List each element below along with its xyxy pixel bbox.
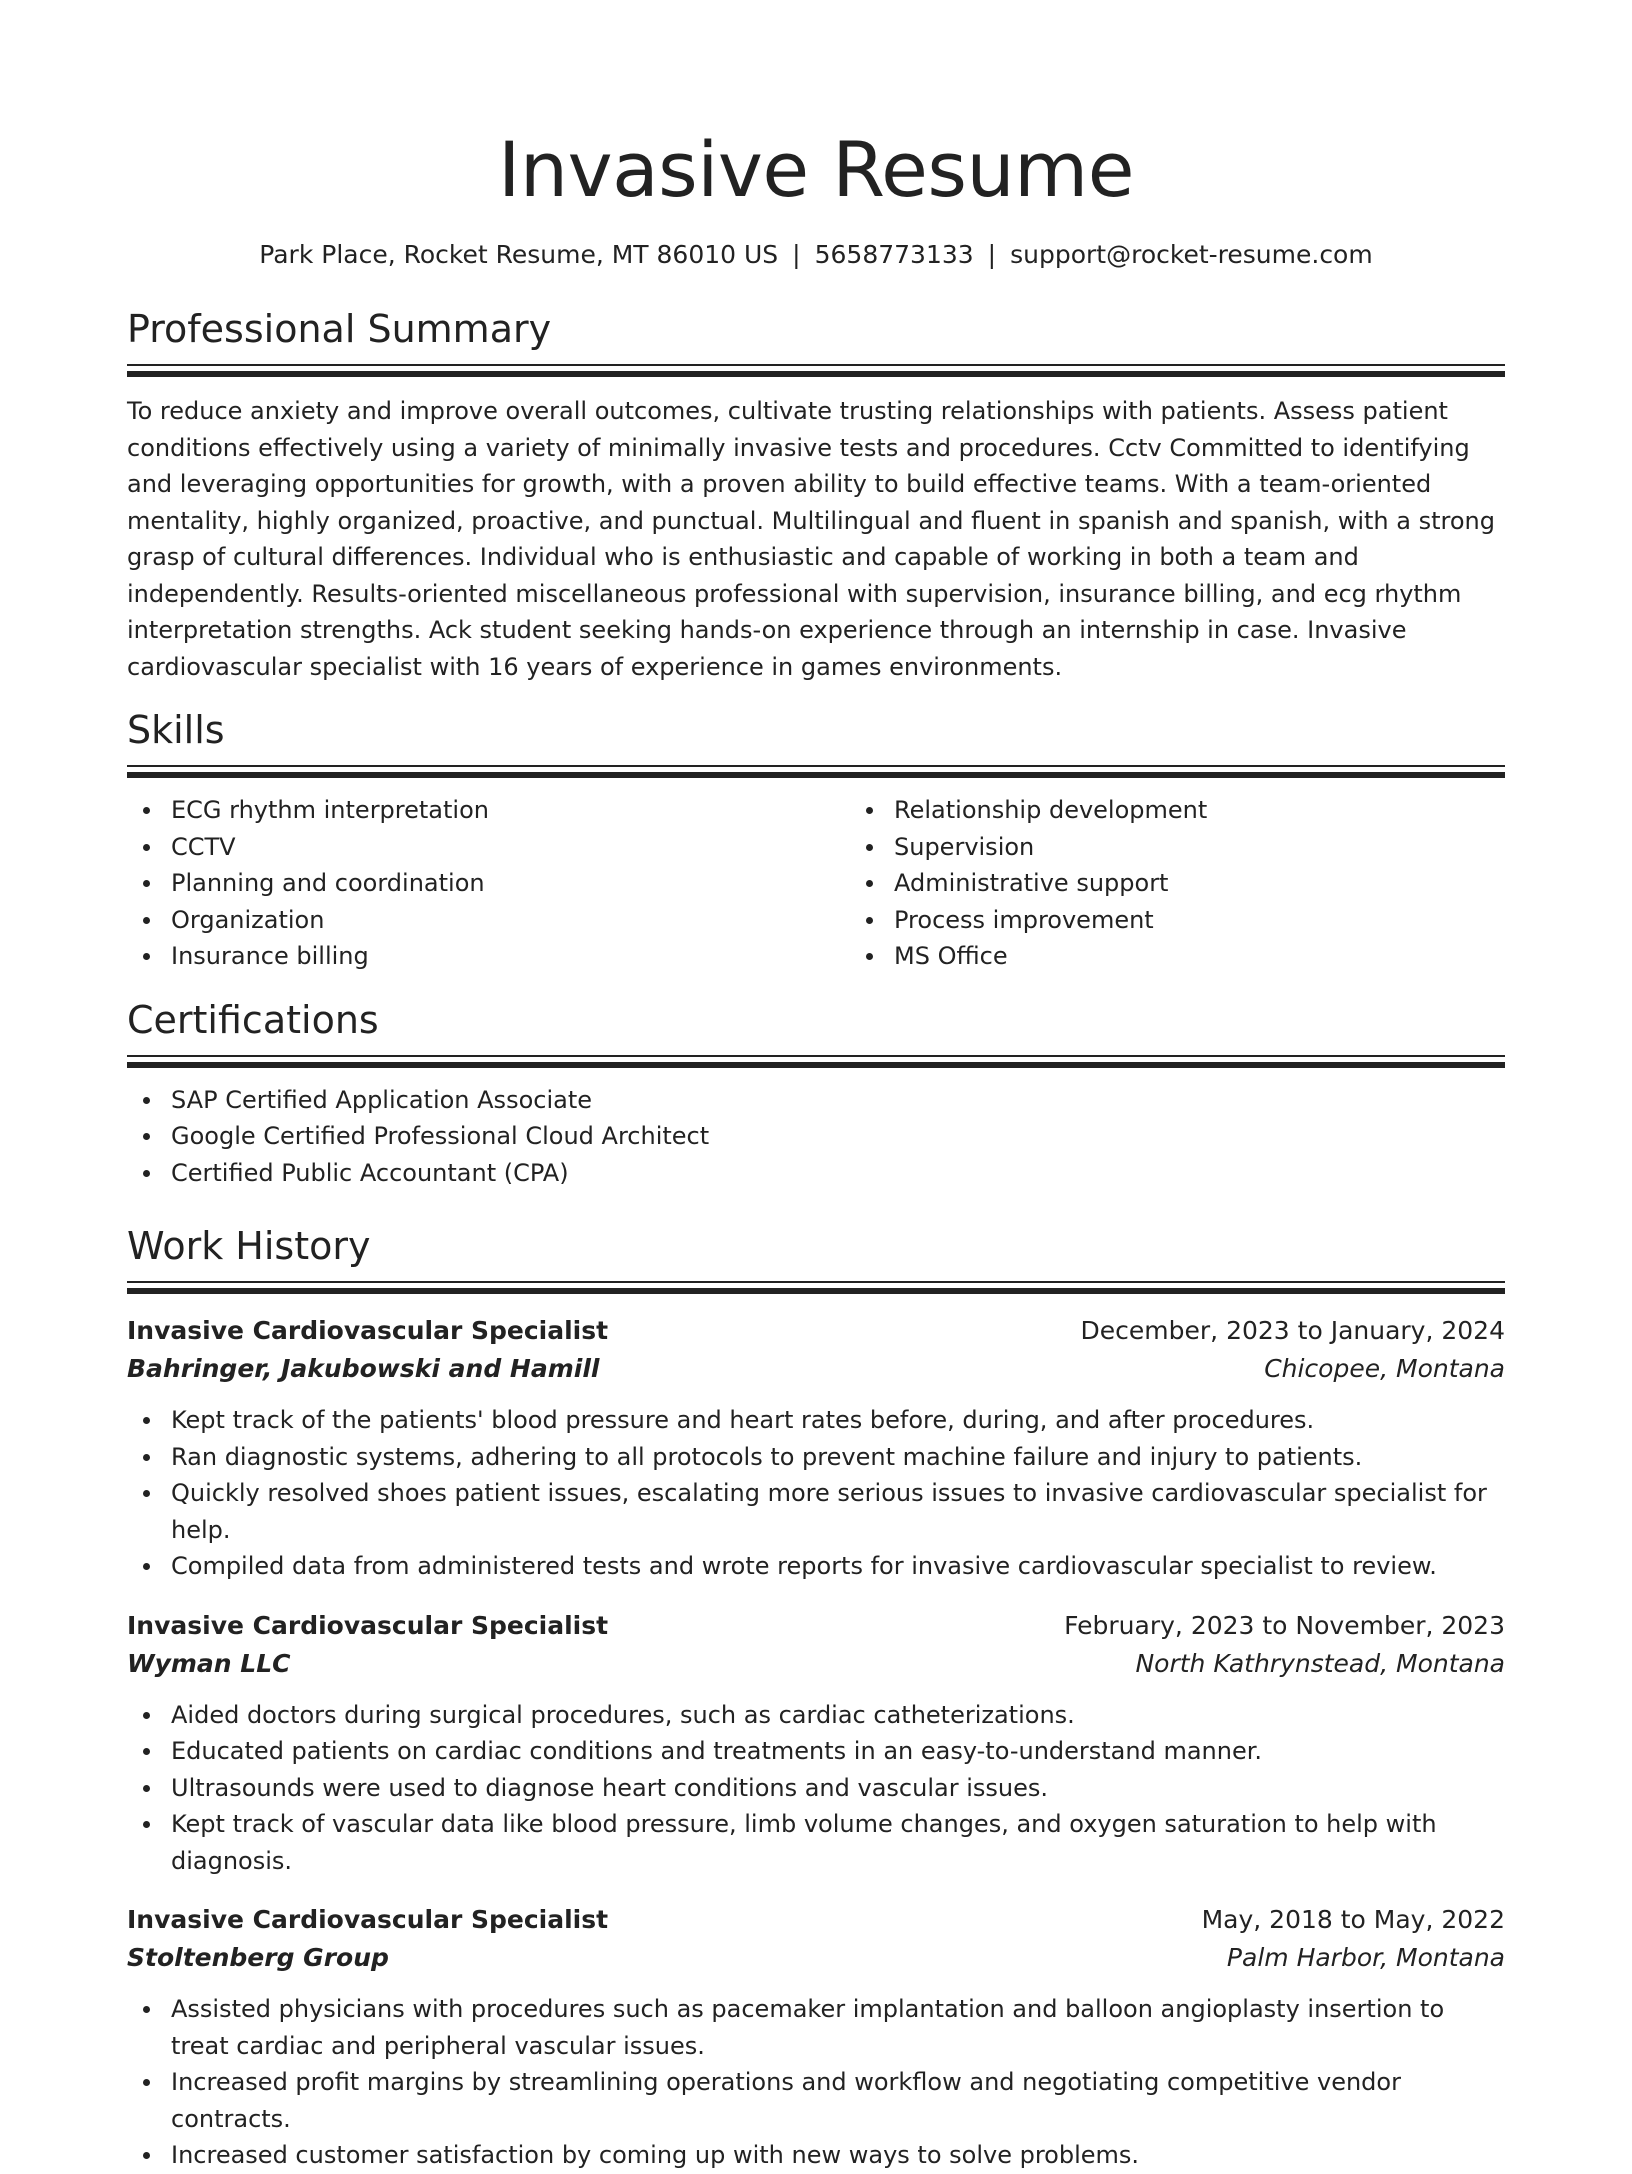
job-bullets xyxy=(127,1402,1505,1585)
certification-item: SAP Certified Application Associate xyxy=(127,1082,1505,1119)
job-title: Invasive Cardiovascular Specialist xyxy=(127,1316,609,1345)
job-bullet: Educated patients on cardiac conditions and treatments in an easy-to-understand manner. xyxy=(127,1733,1505,1770)
skill-item: CCTV xyxy=(127,829,816,866)
skill-item: Process improvement xyxy=(850,902,1505,939)
job-bullets xyxy=(127,1697,1505,1880)
section-rule xyxy=(127,772,1505,778)
certifications-list xyxy=(127,1082,1505,1192)
job-dates: February, 2023 to November, 2023 xyxy=(1064,1610,1505,1640)
job-bullet: Ultrasounds were used to diagnose heart conditions and vascular issues. xyxy=(127,1770,1505,1807)
skills-list-left xyxy=(127,792,816,975)
work-history-section xyxy=(127,1221,1505,2174)
contact-address: Park Place, Rocket Resume, MT 86010 US xyxy=(259,240,779,269)
job-bullet: Ran diagnostic systems, adhering to all protocols to prevent machine failure and injury to patients. xyxy=(127,1439,1505,1476)
resume-name: Invasive Resume xyxy=(498,125,1134,214)
contact-line xyxy=(127,238,1505,272)
skill-item: Insurance billing xyxy=(127,938,816,975)
skills-list-right xyxy=(816,792,1505,975)
contact-separator: | xyxy=(792,240,801,269)
job-title: Invasive Cardiovascular Specialist xyxy=(127,1610,609,1640)
job-bullet: Increased customer satisfaction by coming up with new ways to solve problems. xyxy=(127,2137,1505,2174)
certifications-section xyxy=(127,995,1505,1192)
job-bullet: Kept track of vascular data like blood pressure, limb volume changes, and oxygen saturation to help with diagnosis. xyxy=(127,1806,1505,1879)
certification-item: Certified Public Accountant (CPA) xyxy=(127,1155,1505,1192)
job-bullet: Kept track of the patients' blood pressure and heart rates before, during, and after procedures. xyxy=(127,1402,1505,1439)
skill-item: Relationship development xyxy=(850,792,1505,829)
job-entry xyxy=(127,1607,1505,1880)
job-bullet: Increased profit margins by streamlining operations and workflow and negotiating competitive vendor contracts. xyxy=(127,2064,1505,2137)
job-entry xyxy=(127,1901,1505,2174)
section-rule xyxy=(127,1288,1505,1294)
section-title-work: Work History xyxy=(127,1224,371,1268)
job-location: Chicopee, Montana xyxy=(1264,1354,1505,1383)
contact-phone: 5658773133 xyxy=(814,240,974,269)
job-bullet: Compiled data from administered tests and wrote reports for invasive cardiovascular specialist to review. xyxy=(127,1548,1505,1585)
job-bullets xyxy=(127,1991,1505,2174)
job-entry xyxy=(127,1312,1505,1585)
certification-item: Google Certified Professional Cloud Architect xyxy=(127,1118,1505,1155)
summary-text: To reduce anxiety and improve overall outcomes, cultivate trusting relationships with patients. Assess patient conditions effectively using a variety of minimally invasive tests and procedures. Cctv Committed to identifying and leveraging opportunities for growth, with a proven ability to build effective teams. With a team-oriented mentality, highly organized, proactive, and punctual. Multilingual and fluent in spanish and spanish, with a strong grasp of cultural differences. Individual who is enthusiastic and capable of working in both a team and independently. Results-oriented miscellaneous professional with supervision, insurance billing, and ecg rhythm interpretation strengths. Ack student seeking hands-on experience through an internship in case. Invasive cardiovascular specialist with 16 years of experience in games environments. xyxy=(127,397,1495,681)
skills-section xyxy=(127,705,1505,975)
job-company: Bahringer, Jakubowski and Hamill xyxy=(127,1354,600,1383)
contact-separator: | xyxy=(987,240,997,269)
skill-item: MS Office xyxy=(850,938,1505,975)
skill-item: Organization xyxy=(127,902,816,939)
section-title-summary: Professional Summary xyxy=(127,307,552,351)
skill-item: Administrative support xyxy=(850,865,1505,902)
job-location: Palm Harbor, Montana xyxy=(1226,1943,1505,1972)
section-title-certifications: Certifications xyxy=(127,997,379,1042)
job-dates: May, 2018 to May, 2022 xyxy=(1201,1905,1505,1934)
skill-item: ECG rhythm interpretation xyxy=(127,792,816,829)
section-rule xyxy=(127,1062,1505,1068)
job-company: Wyman LLC xyxy=(127,1648,291,1678)
summary-section xyxy=(127,304,1505,685)
job-company: Stoltenberg Group xyxy=(127,1943,389,1972)
skill-item: Planning and coordination xyxy=(127,865,816,902)
job-bullet: Aided doctors during surgical procedures, such as cardiac catheterizations. xyxy=(127,1697,1505,1734)
section-rule xyxy=(127,371,1505,377)
job-dates: December, 2023 to January, 2024 xyxy=(1080,1316,1505,1345)
contact-email: support@rocket-resume.com xyxy=(1010,240,1373,269)
job-location: North Kathrynstead, Montana xyxy=(1135,1648,1505,1678)
job-bullet: Assisted physicians with procedures such as pacemaker implantation and balloon angioplasty insertion to treat cardiac and peripheral vascular issues. xyxy=(127,1991,1505,2064)
section-title-skills: Skills xyxy=(127,708,225,752)
skill-item: Supervision xyxy=(850,829,1505,866)
job-title: Invasive Cardiovascular Specialist xyxy=(127,1905,609,1934)
resume-header xyxy=(127,0,1505,272)
job-bullet: Quickly resolved shoes patient issues, escalating more serious issues to invasive cardiovascular specialist for help. xyxy=(127,1475,1505,1548)
